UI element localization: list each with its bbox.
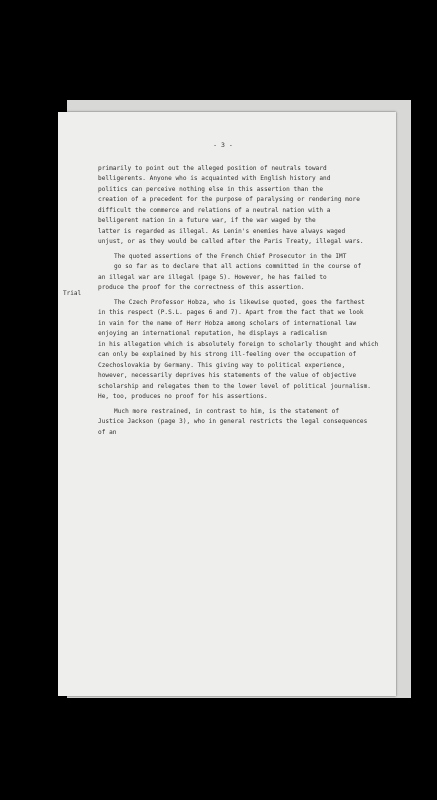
text-line: an illegal war are illegal (page 5). However, he has failed to [98, 273, 327, 281]
text-line: in this respect (P.S.L. pages 6 and 7). Apart from the fact that we look [98, 309, 364, 316]
text-line: latter is regarded as illegal. As Lenin's enemies have always waged [98, 227, 346, 235]
document-body [98, 140, 384, 438]
text-line: can only be explained by his strong ill-feeling over the occupation of [98, 351, 357, 358]
text-line: The Czech Professor Hobza, who is likewise quoted, goes the farthest [114, 298, 365, 306]
text-line: produce the proof for the correctness of this assertion. [98, 284, 305, 291]
text-line: however, necessarily deprives his statements of the value of objective [98, 372, 357, 379]
text-line: enjoying an international reputation, he displays a radicalism [98, 330, 327, 337]
text-line: go so far as to declare that all actions committed in the course of [114, 263, 362, 270]
margin-note: Trial [63, 290, 82, 297]
text-line: Much more restrained, in contrast to him, is the statement of [114, 407, 340, 415]
text-line: Czechoslovakia by Germany. This giving way to political experience, [98, 361, 346, 369]
page-number: - 3 - [213, 141, 233, 149]
document-page [58, 112, 396, 696]
text-line: creation of a precedent for the purpose of paralysing or rendering more [98, 196, 360, 203]
text-line: of an [98, 428, 117, 436]
text-line: difficult the commerce and relations of a neutral nation with a [98, 206, 331, 214]
text-line: in his allegation which is absolutely foreign to scholarly thought and which [98, 340, 379, 348]
text-line: unjust, or as they would be called after the Paris Treaty, illegal wars. [98, 238, 364, 245]
text-line: in vain for the name of Herr Hobza among scholars of international law [98, 319, 357, 327]
text-line: belligerents. Anyone who is acquainted with English history and [98, 175, 331, 182]
text-lines [98, 164, 384, 439]
text-line: The quoted assertions of the French Chief Prosecutor in the IMT [114, 252, 347, 260]
text-line: He, too, produces no proof for his assertions. [98, 393, 268, 400]
text-line: Justice Jackson (page 3), who in general restricts the legal consequences [98, 418, 368, 425]
text-line: belligerent nation in a future war, if the war waged by the [98, 217, 316, 224]
text-line: scholarship and relegates them to the lower level of political journalism. [98, 382, 371, 390]
text-line: primarily to point out the alleged position of neutrals toward [98, 164, 327, 172]
text-line: politics can perceive nothing else in this assertion than the [98, 185, 324, 193]
